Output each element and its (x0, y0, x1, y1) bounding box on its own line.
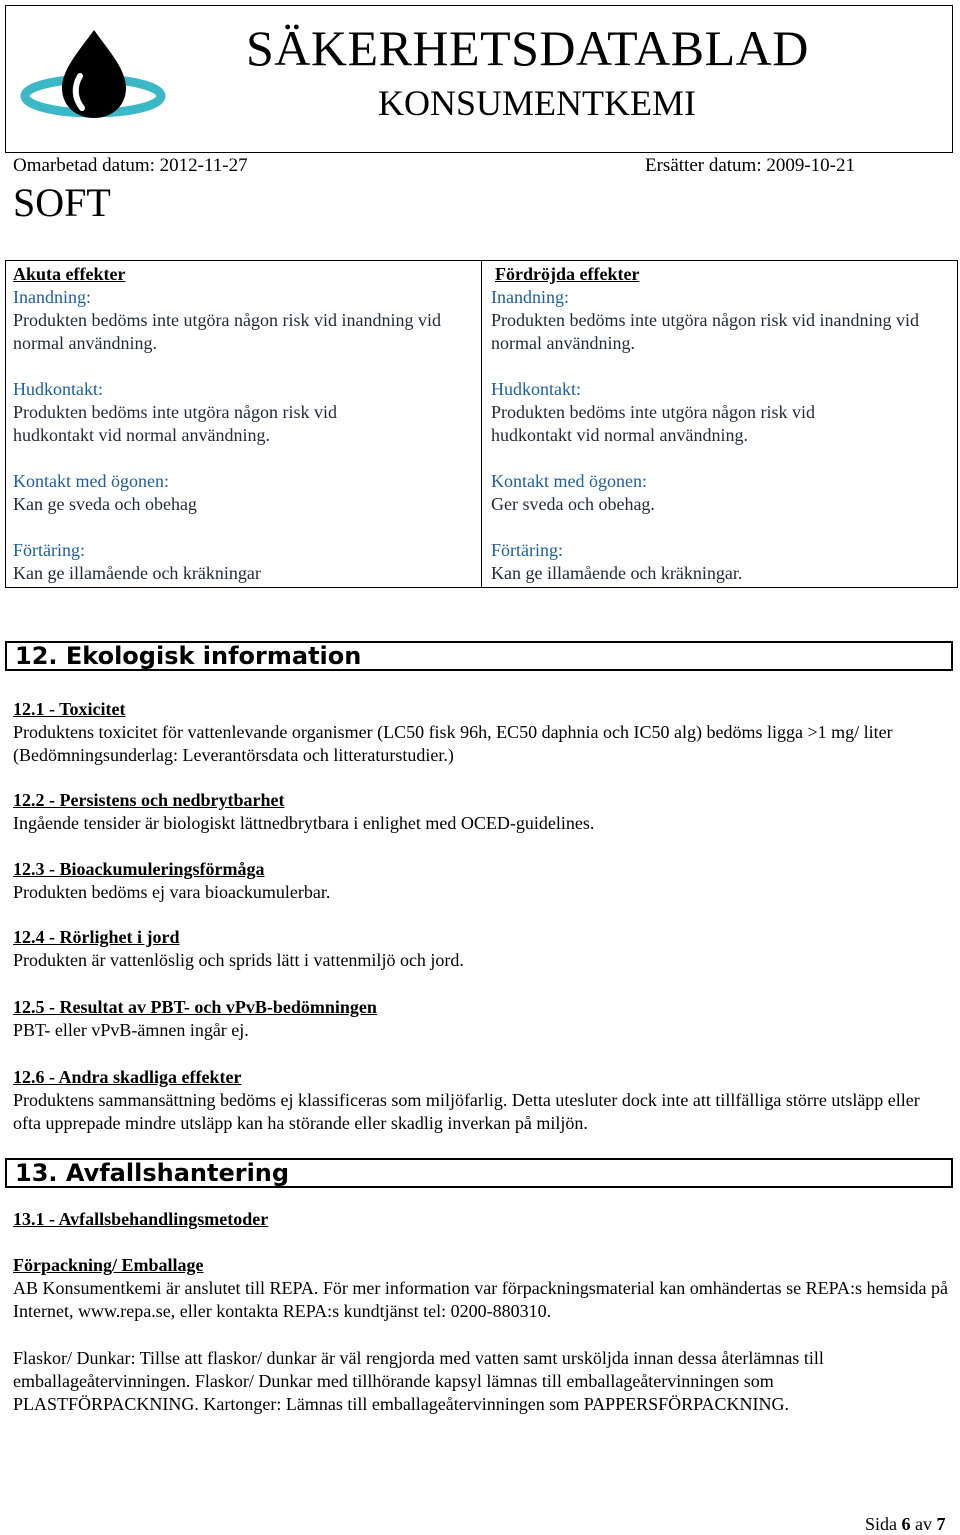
section-12-1-text: Produktens toxicitet för vattenlevande organismer (LC50 fisk 96h, EC50 daphnia och IC50 alg) bedöms ligga >1 mg/ liter (Bedömningsunderlag: Leverantörsdata och litteraturstudier.) (13, 722, 893, 765)
section-12-4-title: 12.4 - Rörlighet i jord (13, 927, 180, 947)
section-12-5-title: 12.5 - Resultat av PBT- och vPvB-bedömningen (13, 997, 377, 1017)
packaging-title: Förpackning/ Emballage (13, 1255, 204, 1275)
delayed-effects-title: Fördröjda effekter (495, 264, 640, 284)
section-12-1 (13, 698, 948, 767)
acute-inhalation-label: Inandning: (13, 287, 91, 307)
section-13-1 (13, 1208, 948, 1231)
section-12-6-title: 12.6 - Andra skadliga effekter (13, 1067, 242, 1087)
section-12-2-text: Ingående tensider är biologiskt lättnedbrytbara i enlighet med OCED-guidelines. (13, 813, 595, 833)
delayed-ingestion-text: Kan ge illamående och kräkningar. (491, 563, 743, 583)
delayed-inhalation-text: Produkten bedöms inte utgöra någon risk vid inandning vid normal användning. (491, 310, 919, 353)
delayed-ingestion-label: Förtäring: (491, 540, 563, 560)
section-12-2 (13, 789, 948, 835)
section-12-1-title: 12.1 - Toxicitet (13, 699, 126, 719)
delayed-eye-label: Kontakt med ögonen: (491, 471, 647, 491)
delayed-skin-text: Produkten bedöms inte utgöra någon risk vid hudkontakt vid normal användning. (491, 402, 815, 445)
acute-ingestion-label: Förtäring: (13, 540, 85, 560)
acute-eye-label: Kontakt med ögonen: (13, 471, 169, 491)
header-box (5, 5, 953, 153)
acute-effects-column (13, 263, 478, 585)
packaging-text: AB Konsumentkemi är anslutet till REPA. För mer information var förpackningsmaterial kan omhändertas se REPA:s hemsida på Internet, www.repa.se, eller kontakta REPA:s kundtjänst tel: 0200-880310. (13, 1278, 949, 1321)
effects-table (5, 260, 958, 588)
droplet-logo-icon (18, 24, 168, 129)
section-13-1-title: 13.1 - Avfallsbehandlingsmetoder (13, 1209, 269, 1229)
page-sep: av (915, 1514, 933, 1534)
section-12-5-text: PBT- eller vPvB-ämnen ingår ej. (13, 1020, 249, 1040)
page-number (865, 1514, 946, 1535)
section-12-3 (13, 858, 948, 904)
page-prefix: Sida (865, 1514, 898, 1534)
section-13-heading: 13. Avfallshantering (5, 1158, 953, 1188)
column-divider (481, 261, 482, 587)
section-12-3-title: 12.3 - Bioackumuleringsförmåga (13, 859, 265, 879)
section-12-6-text: Produktens sammansättning bedöms ej klassificeras som miljöfarlig. Detta utesluter dock inte att tillfälliga större utsläpp eller ofta upprepade mindre utsläpp kan ha störande eller skadlig inverkan på miljön. (13, 1090, 920, 1133)
delayed-inhalation-label: Inandning: (491, 287, 569, 307)
section-12-6 (13, 1066, 948, 1135)
delayed-skin-label: Hudkontakt: (491, 379, 581, 399)
replaces-date: Ersätter datum: 2009-10-21 (645, 155, 856, 176)
acute-inhalation-text: Produkten bedöms inte utgöra någon risk vid inandning vid normal användning. (13, 310, 441, 353)
delayed-effects-column (491, 263, 953, 585)
page-total: 7 (936, 1514, 946, 1534)
document-title: SÄKERHETSDATABLAD (246, 20, 809, 76)
bottles-text: Flaskor/ Dunkar: Tillse att flaskor/ dunkar är väl rengjorda med vatten samt ursköljda innan dessa återlämnas till emballageåtervinningen. Flaskor/ Dunkar med tillhörande kapsyl lämnas till emballageåtervinningen som PLASTFÖRPACKNING. Kartonger: Lämnas till emballageåtervinningen som PAPPERSFÖRPACKNING. (13, 1348, 824, 1414)
section-12-4-text: Produkten är vattenlöslig och sprids lätt i vattenmiljö och jord. (13, 950, 464, 970)
page-current: 6 (901, 1514, 911, 1534)
bottles-block (13, 1347, 948, 1416)
section-12-5 (13, 996, 948, 1042)
delayed-eye-text: Ger sveda och obehag. (491, 494, 655, 514)
acute-skin-label: Hudkontakt: (13, 379, 103, 399)
section-12-3-text: Produkten bedöms ej vara bioackumulerbar. (13, 882, 331, 902)
acute-effects-title: Akuta effekter (13, 264, 126, 284)
acute-skin-text: Produkten bedöms inte utgöra någon risk vid hudkontakt vid normal användning. (13, 402, 337, 445)
section-12-2-title: 12.2 - Persistens och nedbrytbarhet (13, 790, 285, 810)
acute-ingestion-text: Kan ge illamående och kräkningar (13, 563, 261, 583)
company-name: KONSUMENTKEMI (378, 83, 696, 123)
revised-date: Omarbetad datum: 2012-11-27 (13, 155, 248, 176)
acute-eye-text: Kan ge sveda och obehag (13, 494, 197, 514)
section-12-4 (13, 926, 948, 972)
section-12-heading: 12. Ekologisk information (5, 641, 953, 671)
product-name: SOFT (13, 180, 111, 225)
packaging-block (13, 1254, 948, 1323)
